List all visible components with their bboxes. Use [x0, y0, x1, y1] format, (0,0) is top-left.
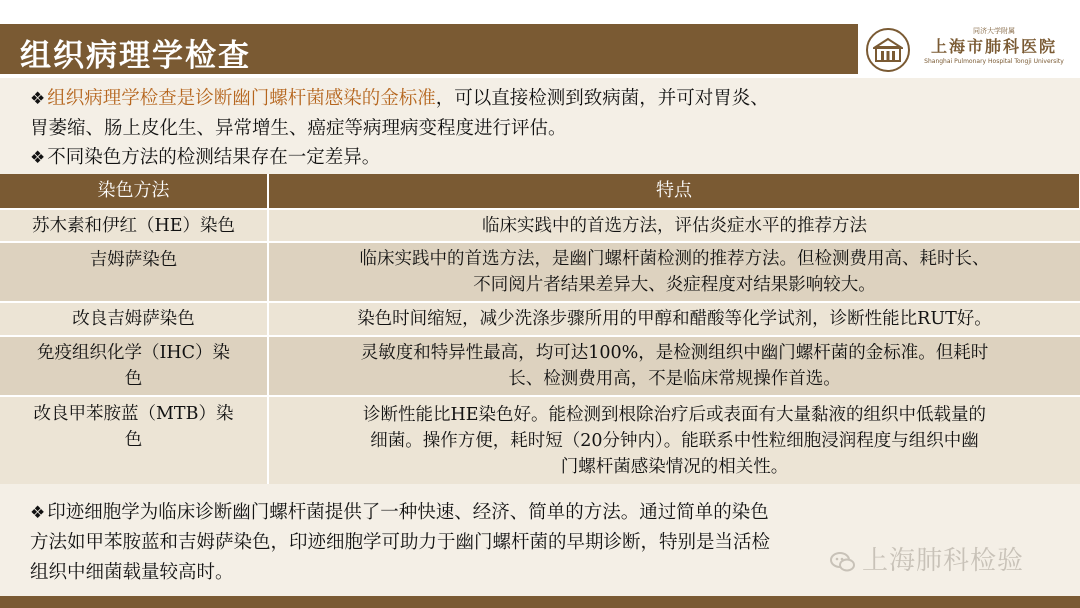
- method-cell: [0, 242, 268, 302]
- method-text: 改良吉姆萨染色: [72, 309, 195, 329]
- gold-standard-highlight: 组织病理学检查是诊断幽门螺杆菌感染的金标准: [47, 88, 436, 109]
- intro-bullet-1: [30, 84, 1060, 114]
- logo-name: 上海市肺科医院: [930, 37, 1057, 56]
- table-row: [0, 209, 1080, 242]
- method-cell: [0, 302, 268, 336]
- feature-text: 灵敏度和特异性最高，均可达100%，是检测组织中幽门螺杆菌的金标准。但耗时: [360, 343, 989, 363]
- page-title: 组织病理学检查: [20, 38, 251, 74]
- feature-cell: [268, 209, 1080, 242]
- footer-strip: [0, 596, 1080, 608]
- method-text: 免疫组织化学（IHC）染: [36, 343, 231, 363]
- method-text: 吉姆萨染色: [89, 250, 178, 270]
- feature-cell: [268, 396, 1080, 484]
- intro-bullet-1-cont: 胃萎缩、肠上皮化生、异常增生、癌症等病理病变程度进行评估。: [30, 118, 567, 139]
- intro-bullet-2: [30, 143, 1060, 173]
- hospital-logo: [860, 26, 1072, 72]
- column-header-feature: 特点: [268, 174, 1080, 209]
- feature-cell: [268, 336, 1080, 396]
- method-cell: [0, 396, 268, 484]
- method-cell: [0, 209, 268, 242]
- method-text: 苏木素和伊红（HE）染色: [31, 215, 236, 236]
- feature-text: 长、检测费用高，不是临床常规操作首选。: [508, 369, 841, 389]
- header: [0, 0, 1080, 78]
- table-row: [0, 396, 1080, 484]
- watermark-text: 上海肺科检验: [862, 546, 1025, 576]
- outro-line-3: 组织中细菌载量较高时。: [30, 562, 234, 583]
- table-row: [0, 242, 1080, 302]
- feature-text: 诊断性能比HE染色好。能检测到根除治疗后或表面有大量黏液的组织中低载量的: [362, 404, 987, 425]
- table-header-row: [0, 174, 1080, 209]
- feature-text: 染色时间缩短，减少洗涤步骤所用的甲醇和醋酸等化学试剂，诊断性能比RUT好。: [357, 309, 992, 329]
- outro-line-1-text: 印迹细胞学为临床诊断幽门螺杆菌提供了一种快速、经济、简单的方法。通过简单的染色: [47, 502, 769, 523]
- intro-bullet-1-text: ，可以直接检测到致病菌，并可对胃炎、: [435, 88, 769, 109]
- wechat-icon: [830, 551, 856, 573]
- outro-line-1: [30, 498, 1050, 528]
- intro-bullet-2-text: 不同染色方法的检测结果存在一定差异。: [47, 147, 381, 168]
- table-row: [0, 302, 1080, 336]
- diamond-bullet-icon: ❖: [30, 503, 46, 523]
- feature-text: 门螺杆菌感染情况的相关性。: [560, 456, 789, 477]
- logo-subtitle: 同济大学附属: [973, 27, 1015, 35]
- outro-line-2: 方法如甲苯胺蓝和吉姆萨染色，印迹细胞学可助力于幽门螺杆菌的早期诊断，特别是当活检: [30, 532, 771, 553]
- feature-text: 临床实践中的首选方法，评估炎症水平的推荐方法: [482, 215, 867, 236]
- feature-text: 细菌。操作方便，耗时短（20分钟内）。能联系中性粒细胞浸润程度与组织中幽: [370, 430, 979, 451]
- feature-text: 不同阅片者结果差异大、炎症程度对结果影响较大。: [473, 275, 876, 295]
- diamond-bullet-icon: ❖: [30, 89, 46, 109]
- method-text: 色: [124, 369, 143, 389]
- logo-english: Shanghai Pulmonary Hospital Tongji University: [924, 58, 1064, 65]
- feature-cell: [268, 302, 1080, 336]
- method-cell: [0, 336, 268, 396]
- wechat-watermark: [830, 540, 1024, 577]
- diamond-bullet-icon: ❖: [30, 148, 46, 168]
- method-text: 改良甲苯胺蓝（MTB）染: [33, 404, 234, 424]
- feature-cell: [268, 242, 1080, 302]
- method-text: 色: [124, 430, 143, 450]
- table-row: [0, 336, 1080, 396]
- feature-text: 临床实践中的首选方法，是幽门螺杆菌检测的推荐方法。但检测费用高、耗时长、: [359, 249, 990, 269]
- intro-bullets: [30, 84, 1060, 173]
- column-header-method: 染色方法: [0, 174, 268, 209]
- staining-methods-table: [0, 174, 1080, 484]
- hospital-emblem-icon: [866, 28, 910, 72]
